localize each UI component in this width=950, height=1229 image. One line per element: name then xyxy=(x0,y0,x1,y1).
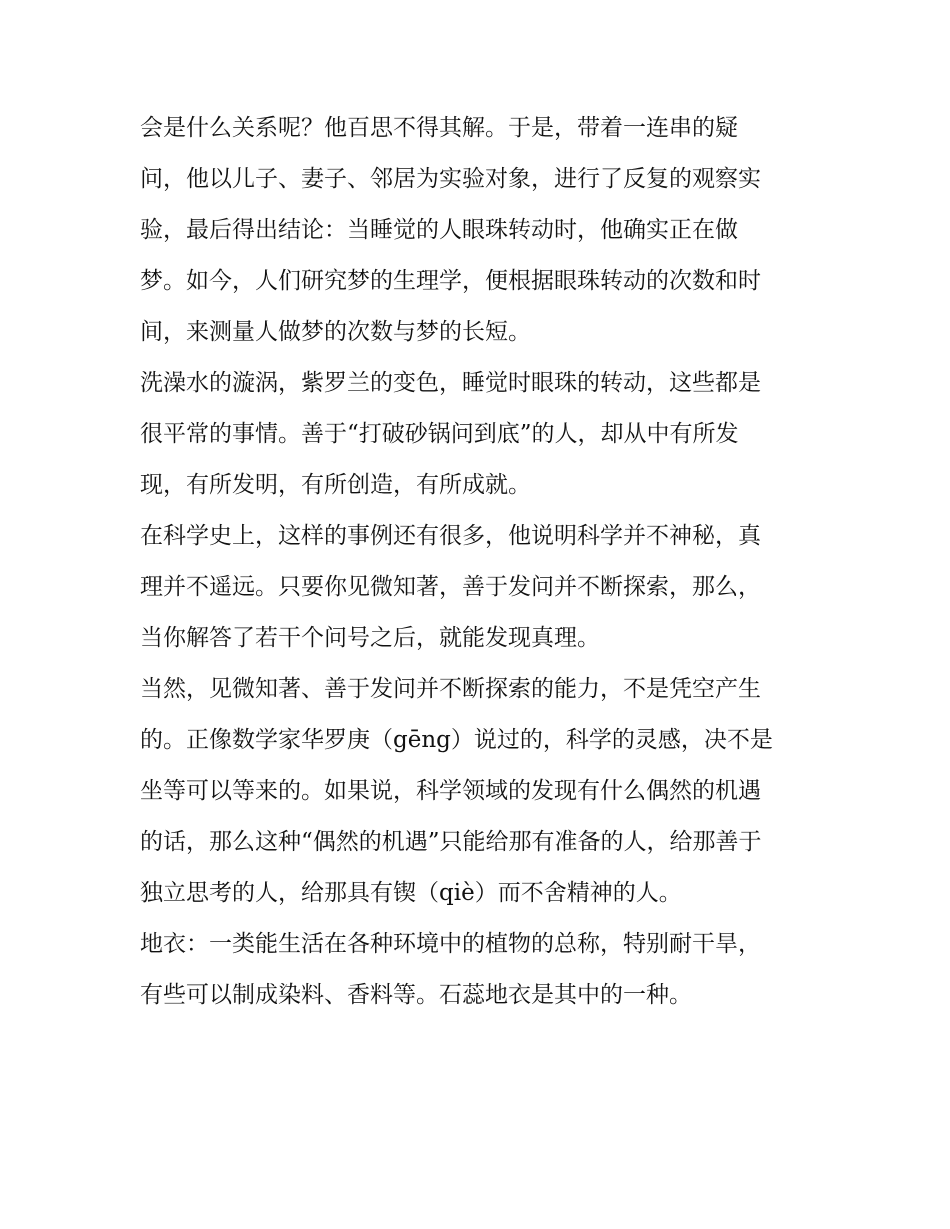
paragraph-science-history xyxy=(140,511,812,664)
text-line: 地衣：一类能生活在各种环境中的植物的总称，特别耐干旱， xyxy=(140,931,761,957)
text-line: 问，他以儿子、妻子、邻居为实验对象，进行了反复的观察实 xyxy=(140,166,761,192)
text-line: 在科学史上，这样的事例还有很多，他说明科学并不神秘，真 xyxy=(140,523,761,549)
text-line: 洗澡水的漩涡，紫罗兰的变色，睡觉时眼珠的转动，这些都是 xyxy=(140,370,761,396)
text-line: 当然，见微知著、善于发问并不断探索的能力，不是凭空产生 xyxy=(140,676,761,702)
text-line: 有些可以制成染料、香料等。石蕊地衣是其中的一种。 xyxy=(140,982,692,1008)
text-line: 会是什么关系呢？他百思不得其解。于是，带着一连串的疑 xyxy=(140,115,738,141)
text-line: 独立思考的人，给那具有锲（qiè）而不舍精神的人。 xyxy=(140,880,682,906)
text-line: 的话，那么这种“偶然的机遇”只能给那有准备的人，给那善于 xyxy=(140,829,762,855)
text-line: 现，有所发明，有所创造，有所成就。 xyxy=(140,472,531,498)
paragraph-inspiration xyxy=(140,664,812,919)
text-line: 的。正像数学家华罗庚（gēng）说过的，科学的灵感，决不是 xyxy=(140,727,773,753)
text-line: 梦。如今，人们研究梦的生理学，便根据眼珠转动的次数和时 xyxy=(140,268,761,294)
text-line: 很平常的事情。善于“打破砂锅问到底”的人，却从中有所发 xyxy=(140,421,739,447)
text-line: 验，最后得出结论：当睡觉的人眼珠转动时，他确实正在做 xyxy=(140,217,738,243)
paragraph-lichen-note xyxy=(140,919,812,1021)
document-body xyxy=(140,103,812,1021)
paragraph-everyday-discoveries xyxy=(140,358,812,511)
text-line: 理并不遥远。只要你见微知著，善于发问并不断探索，那么， xyxy=(140,574,761,600)
paragraph-dream-experiment xyxy=(140,103,812,358)
text-line: 当你解答了若干个问号之后，就能发现真理。 xyxy=(140,625,600,651)
text-line: 坐等可以等来的。如果说，科学领域的发现有什么偶然的机遇 xyxy=(140,778,761,804)
text-line: 间，来测量人做梦的次数与梦的长短。 xyxy=(140,319,531,345)
